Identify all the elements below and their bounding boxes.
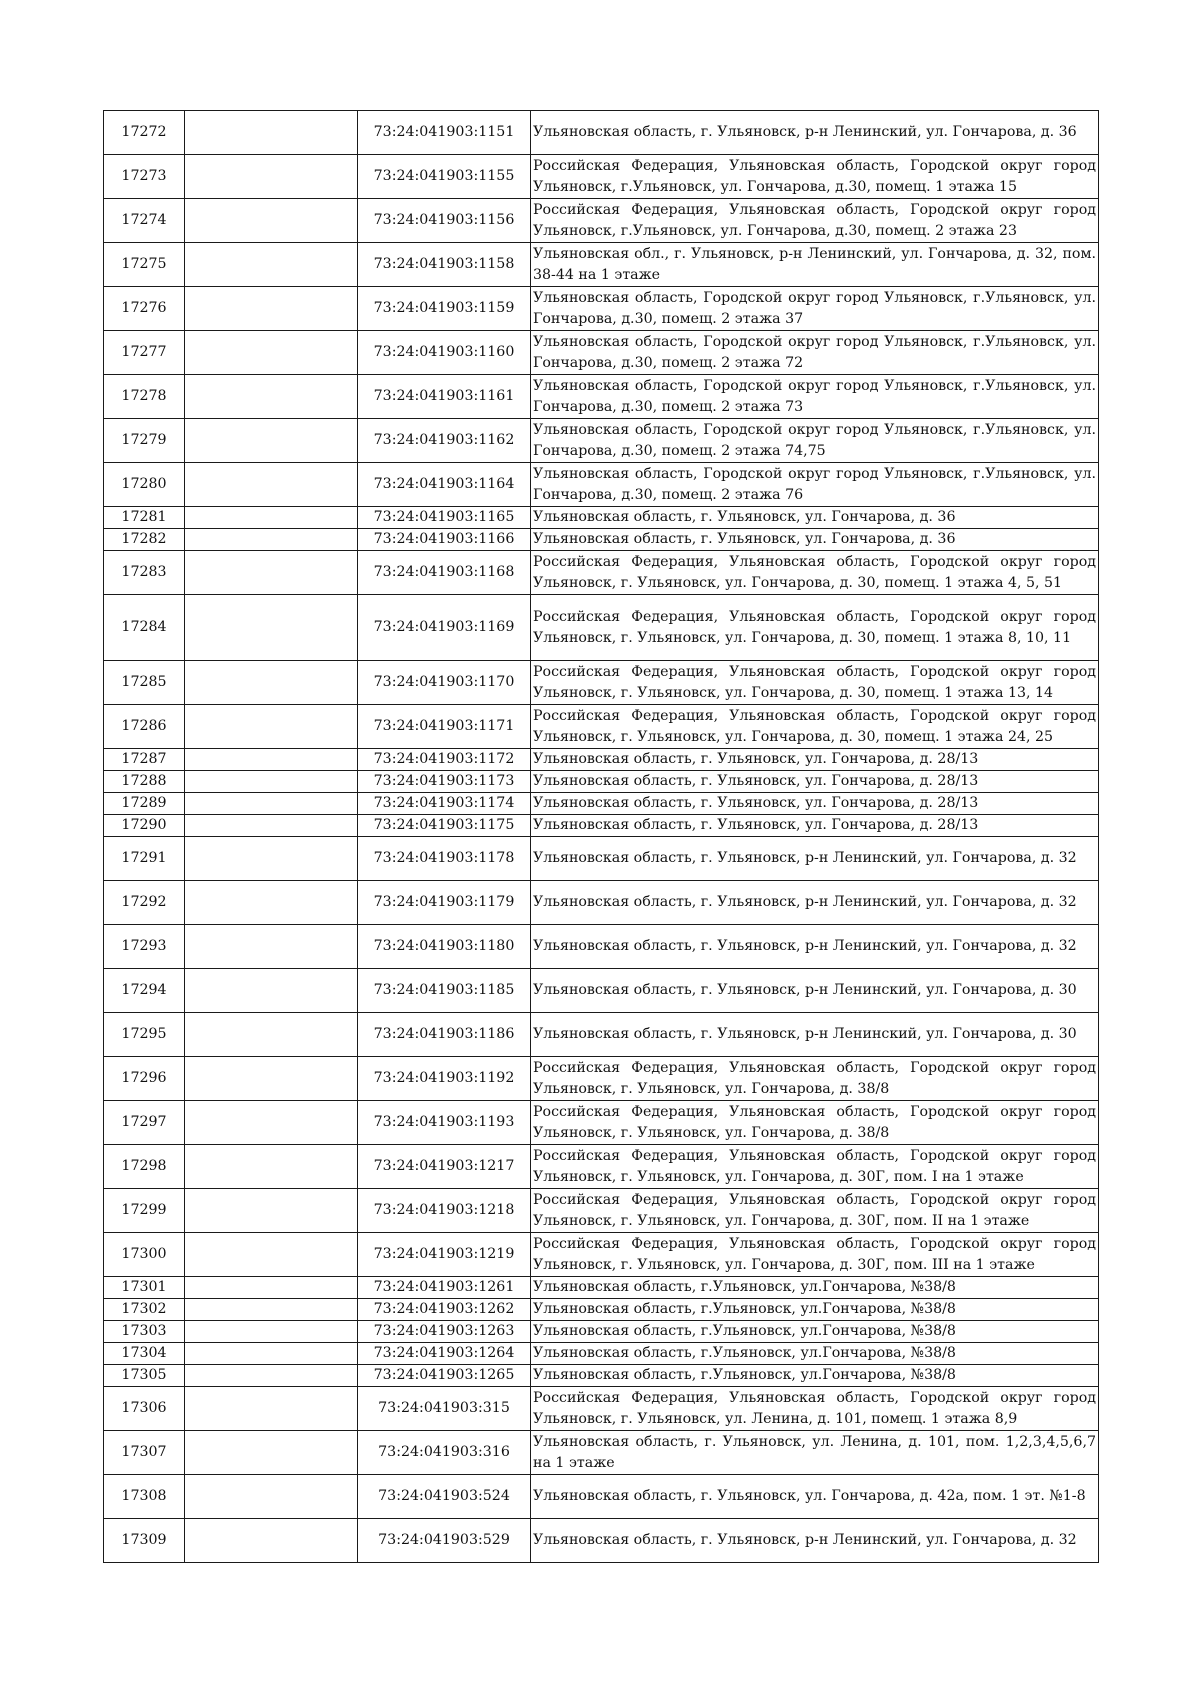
empty-cell [185, 1233, 358, 1277]
row-number-cell: 17295 [104, 1013, 185, 1057]
empty-cell [185, 1299, 358, 1321]
table-row [104, 1475, 1099, 1519]
table-row [104, 1057, 1099, 1101]
table-row [104, 1233, 1099, 1277]
row-number-cell: 17286 [104, 705, 185, 749]
address-cell: Российская Федерация, Ульяновская область, Городской округ город Ульяновск, г. Ульяновск, ул. Гончарова, д. 30Г, пом. II на 1 этаже [531, 1189, 1099, 1233]
cadastral-number-cell: 73:24:041903:1264 [358, 1343, 531, 1365]
empty-cell [185, 463, 358, 507]
empty-cell [185, 837, 358, 881]
table-row [104, 1013, 1099, 1057]
table-row [104, 771, 1099, 793]
empty-cell [185, 199, 358, 243]
row-number-cell: 17300 [104, 1233, 185, 1277]
cadastral-number-cell: 73:24:041903:1155 [358, 155, 531, 199]
row-number-cell: 17298 [104, 1145, 185, 1189]
table-row [104, 463, 1099, 507]
row-number-cell: 17291 [104, 837, 185, 881]
cadastral-number-cell: 73:24:041903:1217 [358, 1145, 531, 1189]
empty-cell [185, 419, 358, 463]
cadastral-number-cell: 73:24:041903:1164 [358, 463, 531, 507]
empty-cell [185, 551, 358, 595]
cadastral-number-cell: 73:24:041903:1151 [358, 111, 531, 155]
empty-cell [185, 287, 358, 331]
address-cell: Российская Федерация, Ульяновская область, Городской округ город Ульяновск, г. Ульяновск, ул. Гончарова, д. 30Г, пом. III на 1 этаже [531, 1233, 1099, 1277]
cadastral-number-cell: 73:24:041903:1161 [358, 375, 531, 419]
address-cell: Ульяновская область, г. Ульяновск, ул. Гончарова, д. 36 [531, 529, 1099, 551]
row-number-cell: 17276 [104, 287, 185, 331]
table-row [104, 1145, 1099, 1189]
address-cell: Ульяновская область, Городской округ город Ульяновск, г.Ульяновск, ул. Гончарова, д.30, помещ. 2 этажа 72 [531, 331, 1099, 375]
row-number-cell: 17273 [104, 155, 185, 199]
cadastral-number-cell: 73:24:041903:1179 [358, 881, 531, 925]
registry-table-body [104, 111, 1099, 1563]
row-number-cell: 17303 [104, 1321, 185, 1343]
row-number-cell: 17280 [104, 463, 185, 507]
empty-cell [185, 111, 358, 155]
table-row [104, 881, 1099, 925]
address-cell: Ульяновская область, г. Ульяновск, р-н Ленинский, ул. Гончарова, д. 30 [531, 1013, 1099, 1057]
empty-cell [185, 1145, 358, 1189]
cadastral-number-cell: 73:24:041903:1218 [358, 1189, 531, 1233]
cadastral-number-cell: 73:24:041903:529 [358, 1519, 531, 1563]
row-number-cell: 17293 [104, 925, 185, 969]
row-number-cell: 17281 [104, 507, 185, 529]
address-cell: Российская Федерация, Ульяновская область, Городской округ город Ульяновск, г. Ульяновск, ул. Гончарова, д. 38/8 [531, 1101, 1099, 1145]
address-cell: Ульяновская область, г. Ульяновск, ул. Гончарова, д. 28/13 [531, 749, 1099, 771]
empty-cell [185, 1365, 358, 1387]
table-row [104, 815, 1099, 837]
table-row [104, 1431, 1099, 1475]
cadastral-number-cell: 73:24:041903:1174 [358, 793, 531, 815]
table-row [104, 331, 1099, 375]
row-number-cell: 17275 [104, 243, 185, 287]
empty-cell [185, 375, 358, 419]
cadastral-number-cell: 73:24:041903:1263 [358, 1321, 531, 1343]
empty-cell [185, 705, 358, 749]
table-row [104, 705, 1099, 749]
empty-cell [185, 1189, 358, 1233]
address-cell: Ульяновская обл., г. Ульяновск, р-н Ленинский, ул. Гончарова, д. 32, пом. 38-44 на 1 этаже [531, 243, 1099, 287]
table-row [104, 1101, 1099, 1145]
row-number-cell: 17296 [104, 1057, 185, 1101]
address-cell: Российская Федерация, Ульяновская область, Городской округ город Ульяновск, г.Ульяновск, ул. Гончарова, д.30, помещ. 1 этажа 15 [531, 155, 1099, 199]
empty-cell [185, 1277, 358, 1299]
table-row [104, 1343, 1099, 1365]
cadastral-number-cell: 73:24:041903:1172 [358, 749, 531, 771]
address-cell: Ульяновская область, Городской округ город Ульяновск, г.Ульяновск, ул. Гончарова, д.30, помещ. 2 этажа 76 [531, 463, 1099, 507]
row-number-cell: 17279 [104, 419, 185, 463]
empty-cell [185, 507, 358, 529]
table-row [104, 1277, 1099, 1299]
empty-cell [185, 925, 358, 969]
empty-cell [185, 1321, 358, 1343]
address-cell: Российская Федерация, Ульяновская область, Городской округ город Ульяновск, г. Ульяновск, ул. Гончарова, д. 30Г, пом. I на 1 этаже [531, 1145, 1099, 1189]
address-cell: Ульяновская область, г. Ульяновск, р-н Ленинский, ул. Гончарова, д. 30 [531, 969, 1099, 1013]
empty-cell [185, 771, 358, 793]
address-cell: Ульяновская область, Городской округ город Ульяновск, г.Ульяновск, ул. Гончарова, д.30, помещ. 2 этажа 74,75 [531, 419, 1099, 463]
row-number-cell: 17288 [104, 771, 185, 793]
row-number-cell: 17284 [104, 595, 185, 661]
cadastral-number-cell: 73:24:041903:1170 [358, 661, 531, 705]
table-row [104, 661, 1099, 705]
table-row [104, 837, 1099, 881]
row-number-cell: 17297 [104, 1101, 185, 1145]
empty-cell [185, 1519, 358, 1563]
address-cell: Ульяновская область, Городской округ город Ульяновск, г.Ульяновск, ул. Гончарова, д.30, помещ. 2 этажа 73 [531, 375, 1099, 419]
row-number-cell: 17308 [104, 1475, 185, 1519]
cadastral-number-cell: 73:24:041903:316 [358, 1431, 531, 1475]
table-row [104, 749, 1099, 771]
cadastral-number-cell: 73:24:041903:524 [358, 1475, 531, 1519]
table-row [104, 375, 1099, 419]
cadastral-number-cell: 73:24:041903:1171 [358, 705, 531, 749]
address-cell: Ульяновская область, г. Ульяновск, р-н Ленинский, ул. Гончарова, д. 32 [531, 1519, 1099, 1563]
row-number-cell: 17289 [104, 793, 185, 815]
address-cell: Ульяновская область, Городской округ город Ульяновск, г.Ульяновск, ул. Гончарова, д.30, помещ. 2 этажа 37 [531, 287, 1099, 331]
table-row [104, 1321, 1099, 1343]
cadastral-number-cell: 73:24:041903:1262 [358, 1299, 531, 1321]
address-cell: Ульяновская область, г. Ульяновск, ул. Гончарова, д. 28/13 [531, 793, 1099, 815]
table-row [104, 155, 1099, 199]
cadastral-number-cell: 73:24:041903:1169 [358, 595, 531, 661]
row-number-cell: 17299 [104, 1189, 185, 1233]
cadastral-number-cell: 73:24:041903:1162 [358, 419, 531, 463]
empty-cell [185, 1013, 358, 1057]
table-row [104, 287, 1099, 331]
cadastral-number-cell: 73:24:041903:1186 [358, 1013, 531, 1057]
empty-cell [185, 969, 358, 1013]
empty-cell [185, 529, 358, 551]
cadastral-number-cell: 73:24:041903:1173 [358, 771, 531, 793]
table-row [104, 507, 1099, 529]
row-number-cell: 17304 [104, 1343, 185, 1365]
address-cell: Российская Федерация, Ульяновская область, Городской округ город Ульяновск, г.Ульяновск, ул. Гончарова, д.30, помещ. 2 этажа 23 [531, 199, 1099, 243]
row-number-cell: 17278 [104, 375, 185, 419]
cadastral-number-cell: 73:24:041903:1165 [358, 507, 531, 529]
cadastral-number-cell: 73:24:041903:1265 [358, 1365, 531, 1387]
address-cell: Ульяновская область, г.Ульяновск, ул.Гончарова, №38/8 [531, 1299, 1099, 1321]
empty-cell [185, 881, 358, 925]
row-number-cell: 17292 [104, 881, 185, 925]
empty-cell [185, 1431, 358, 1475]
address-cell: Ульяновская область, г. Ульяновск, ул. Ленина, д. 101, пом. 1,2,3,4,5,6,7 на 1 этаже [531, 1431, 1099, 1475]
row-number-cell: 17309 [104, 1519, 185, 1563]
cadastral-number-cell: 73:24:041903:1160 [358, 331, 531, 375]
row-number-cell: 17272 [104, 111, 185, 155]
address-cell: Ульяновская область, г.Ульяновск, ул.Гончарова, №38/8 [531, 1321, 1099, 1343]
cadastral-registry-table [103, 110, 1099, 1563]
address-cell: Ульяновская область, г.Ульяновск, ул.Гончарова, №38/8 [531, 1343, 1099, 1365]
address-cell: Ульяновская область, г. Ульяновск, р-н Ленинский, ул. Гончарова, д. 32 [531, 837, 1099, 881]
cadastral-number-cell: 73:24:041903:1219 [358, 1233, 531, 1277]
row-number-cell: 17285 [104, 661, 185, 705]
cadastral-number-cell: 73:24:041903:1168 [358, 551, 531, 595]
empty-cell [185, 1475, 358, 1519]
table-row [104, 199, 1099, 243]
cadastral-number-cell: 73:24:041903:1261 [358, 1277, 531, 1299]
address-cell: Ульяновская область, г. Ульяновск, р-н Ленинский, ул. Гончарова, д. 32 [531, 881, 1099, 925]
table-row [104, 419, 1099, 463]
cadastral-number-cell: 73:24:041903:1178 [358, 837, 531, 881]
address-cell: Российская Федерация, Ульяновская область, Городской округ город Ульяновск, г. Ульяновск, ул. Гончарова, д. 38/8 [531, 1057, 1099, 1101]
cadastral-number-cell: 73:24:041903:1193 [358, 1101, 531, 1145]
row-number-cell: 17282 [104, 529, 185, 551]
row-number-cell: 17301 [104, 1277, 185, 1299]
cadastral-number-cell: 73:24:041903:1180 [358, 925, 531, 969]
row-number-cell: 17283 [104, 551, 185, 595]
empty-cell [185, 749, 358, 771]
table-row [104, 793, 1099, 815]
address-cell: Ульяновская область, г. Ульяновск, ул. Гончарова, д. 42а, пом. 1 эт. №1-8 [531, 1475, 1099, 1519]
empty-cell [185, 243, 358, 287]
row-number-cell: 17307 [104, 1431, 185, 1475]
table-row [104, 925, 1099, 969]
cadastral-number-cell: 73:24:041903:315 [358, 1387, 531, 1431]
row-number-cell: 17294 [104, 969, 185, 1013]
cadastral-number-cell: 73:24:041903:1192 [358, 1057, 531, 1101]
empty-cell [185, 1387, 358, 1431]
empty-cell [185, 1101, 358, 1145]
row-number-cell: 17277 [104, 331, 185, 375]
row-number-cell: 17302 [104, 1299, 185, 1321]
row-number-cell: 17287 [104, 749, 185, 771]
cadastral-number-cell: 73:24:041903:1158 [358, 243, 531, 287]
row-number-cell: 17274 [104, 199, 185, 243]
empty-cell [185, 595, 358, 661]
table-row [104, 969, 1099, 1013]
empty-cell [185, 793, 358, 815]
table-row [104, 1189, 1099, 1233]
table-row [104, 1299, 1099, 1321]
address-cell: Российская Федерация, Ульяновская область, Городской округ город Ульяновск, г. Ульяновск, ул. Гончарова, д. 30, помещ. 1 этажа 24, 25 [531, 705, 1099, 749]
address-cell: Ульяновская область, г. Ульяновск, ул. Гончарова, д. 28/13 [531, 771, 1099, 793]
empty-cell [185, 1343, 358, 1365]
table-row [104, 1519, 1099, 1563]
table-row [104, 595, 1099, 661]
empty-cell [185, 815, 358, 837]
table-row [104, 551, 1099, 595]
empty-cell [185, 1057, 358, 1101]
table-row [104, 243, 1099, 287]
table-row [104, 1365, 1099, 1387]
address-cell: Ульяновская область, г. Ульяновск, р-н Ленинский, ул. Гончарова, д. 32 [531, 925, 1099, 969]
cadastral-number-cell: 73:24:041903:1166 [358, 529, 531, 551]
empty-cell [185, 661, 358, 705]
address-cell: Ульяновская область, г.Ульяновск, ул.Гончарова, №38/8 [531, 1277, 1099, 1299]
empty-cell [185, 155, 358, 199]
address-cell: Российская Федерация, Ульяновская область, Городской округ город Ульяновск, г. Ульяновск, ул. Ленина, д. 101, помещ. 1 этажа 8,9 [531, 1387, 1099, 1431]
cadastral-number-cell: 73:24:041903:1159 [358, 287, 531, 331]
table-row [104, 1387, 1099, 1431]
address-cell: Российская Федерация, Ульяновская область, Городской округ город Ульяновск, г. Ульяновск, ул. Гончарова, д. 30, помещ. 1 этажа 8, 10, 11 [531, 595, 1099, 661]
cadastral-number-cell: 73:24:041903:1175 [358, 815, 531, 837]
address-cell: Российская Федерация, Ульяновская область, Городской округ город Ульяновск, г. Ульяновск, ул. Гончарова, д. 30, помещ. 1 этажа 13, 14 [531, 661, 1099, 705]
cadastral-number-cell: 73:24:041903:1185 [358, 969, 531, 1013]
address-cell: Ульяновская область, г.Ульяновск, ул.Гончарова, №38/8 [531, 1365, 1099, 1387]
row-number-cell: 17305 [104, 1365, 185, 1387]
address-cell: Ульяновская область, г. Ульяновск, ул. Гончарова, д. 28/13 [531, 815, 1099, 837]
cadastral-number-cell: 73:24:041903:1156 [358, 199, 531, 243]
address-cell: Ульяновская область, г. Ульяновск, ул. Гончарова, д. 36 [531, 507, 1099, 529]
table-row [104, 111, 1099, 155]
table-row [104, 529, 1099, 551]
row-number-cell: 17290 [104, 815, 185, 837]
row-number-cell: 17306 [104, 1387, 185, 1431]
address-cell: Российская Федерация, Ульяновская область, Городской округ город Ульяновск, г. Ульяновск, ул. Гончарова, д. 30, помещ. 1 этажа 4, 5, 51 [531, 551, 1099, 595]
address-cell: Ульяновская область, г. Ульяновск, р-н Ленинский, ул. Гончарова, д. 36 [531, 111, 1099, 155]
empty-cell [185, 331, 358, 375]
